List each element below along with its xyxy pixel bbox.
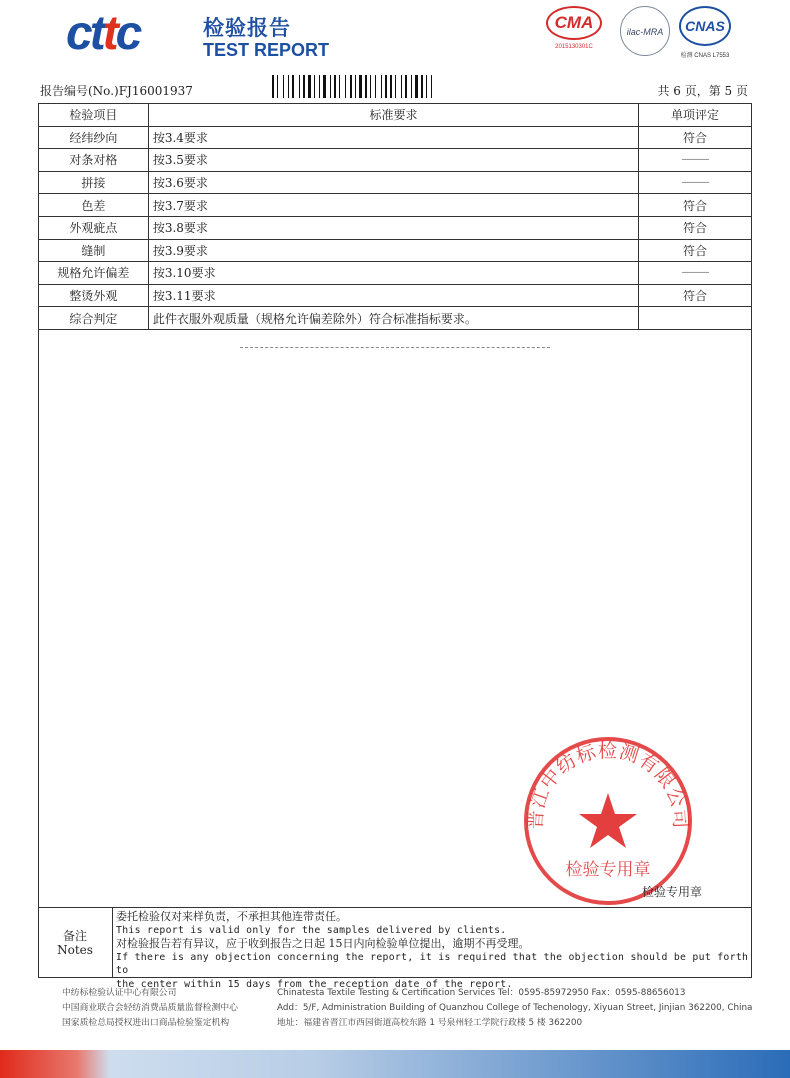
row-result: 符合: [639, 239, 752, 262]
table-row: [39, 262, 752, 285]
barcode-bar: [321, 75, 322, 98]
barcode-bar: [299, 75, 300, 98]
barcode: [272, 75, 444, 98]
barcode-bar: [395, 75, 396, 98]
notes-body: [116, 910, 752, 991]
seal-center-text: 检验专用章: [565, 860, 651, 880]
cma-logo: CMA: [546, 6, 602, 40]
barcode-bar: [431, 75, 432, 98]
row-item: 整烫外观: [39, 284, 149, 307]
barcode-bar: [433, 75, 434, 98]
notes-label-en: Notes: [57, 943, 93, 957]
barcode-bar: [365, 75, 367, 98]
row-standard: 按3.8要求: [148, 216, 638, 239]
table-row: [39, 284, 752, 307]
notes-label: [38, 908, 113, 978]
cnas-number: 检测 CNAS L7553: [680, 53, 730, 59]
barcode-bar: [383, 75, 384, 98]
note-line: If there is any objection concerning the report, it is required that the objection should be put forth to: [116, 951, 749, 976]
barcode-bar: [330, 75, 331, 98]
row-standard: 按3.10要求: [148, 262, 638, 285]
cttc-logo: [66, 7, 140, 60]
barcode-bar: [375, 75, 376, 98]
barcode-bar: [426, 75, 427, 98]
barcode-bar: [301, 75, 302, 98]
barcode-bar: [408, 75, 410, 98]
barcode-bar: [370, 75, 371, 98]
row-result: ———: [639, 171, 752, 194]
table-row: [39, 239, 752, 262]
barcode-bar: [312, 75, 313, 98]
row-standard: 按3.9要求: [148, 239, 638, 262]
barcode-bar: [350, 75, 352, 98]
barcode-bar: [401, 75, 402, 98]
notes-section: [38, 907, 752, 990]
barcode-bar: [292, 75, 294, 98]
barcode-bar: [334, 75, 336, 98]
row-item: 外观疵点: [39, 216, 149, 239]
row-item: 拼接: [39, 171, 149, 194]
barcode-bar: [390, 75, 392, 98]
barcode-bar: [339, 75, 340, 98]
row-standard: 按3.5要求: [148, 149, 638, 172]
logo-letters-2: t: [102, 7, 116, 60]
footer-line: Chinatesta Textile Testing & Certification Services Tel：0595-85972950 Fax：0595-88656013: [277, 988, 686, 998]
results-table: [38, 103, 752, 330]
barcode-bar: [419, 75, 420, 98]
cnas-mark: [674, 6, 736, 59]
table-row: [39, 149, 752, 172]
barcode-bar: [314, 75, 315, 98]
barcode-bar: [319, 75, 320, 98]
report-title-cn: 检验报告: [203, 16, 291, 40]
header-item: 检验项目: [39, 104, 149, 127]
notes-label-cn: 备注: [62, 929, 87, 943]
page-indicator: 共 6 页，第 5 页: [657, 84, 748, 98]
barcode-bar: [283, 75, 284, 98]
barcode-bar: [357, 75, 358, 98]
row-result: 符合: [639, 284, 752, 307]
barcode-bar: [347, 75, 349, 98]
barcode-bar: [372, 75, 374, 98]
note-line: 对检验报告若有异议，应于收到报告之日起 15日内向检验单位提出，逾期不再受理。: [116, 937, 530, 950]
footer-organizations: [62, 986, 238, 1031]
row-result: ———: [639, 262, 752, 285]
row-item: 规格允许偏差: [39, 262, 149, 285]
barcode-bar: [421, 75, 423, 98]
barcode-bar: [385, 75, 387, 98]
footer-line: 国家质检总局授权进出口商品检验鉴定机构: [62, 1018, 230, 1028]
ilac-logo: ilac-MRA: [620, 6, 670, 56]
barcode-bar: [295, 75, 298, 98]
barcode-bar: [308, 75, 311, 98]
row-standard: 按3.11要求: [148, 284, 638, 307]
row-result: ———: [639, 149, 752, 172]
barcode-bar: [345, 75, 346, 98]
footer-line: 中纺标检验认证中心有限公司: [62, 988, 177, 998]
barcode-bar: [428, 75, 430, 98]
report-number: 报告编号(No.)FJ16001937: [40, 84, 193, 98]
barcode-bar: [277, 75, 278, 98]
row-standard: 按3.6要求: [148, 171, 638, 194]
barcode-bar: [359, 75, 362, 98]
report-header: [0, 0, 790, 70]
official-seal: [522, 735, 694, 907]
row-result: 符合: [639, 194, 752, 217]
barcode-bar: [403, 75, 404, 98]
barcode-bar: [353, 75, 354, 98]
barcode-bar: [272, 75, 274, 98]
barcode-bar: [368, 75, 369, 98]
barcode-bar: [341, 75, 344, 98]
table-row: [39, 126, 752, 149]
barcode-bar: [377, 75, 380, 98]
table-row: [39, 216, 752, 239]
cnas-logo: CNAS: [679, 6, 731, 46]
seal-caption: 检验专用章: [642, 885, 703, 899]
barcode-bar: [393, 75, 394, 98]
footer-line: Add：5/F, Administration Building of Quanzhou College of Techenology, Xiyuan Street, Jinjian 362200, China: [277, 1003, 753, 1013]
barcode-bar: [303, 75, 305, 98]
note-line: the center within 15 days from the reception date of the report.: [116, 978, 513, 990]
barcode-bar: [316, 75, 318, 98]
header-standard: 标准要求: [148, 104, 638, 127]
barcode-bar: [413, 75, 414, 98]
row-standard: 按3.4要求: [148, 126, 638, 149]
seal-ring-text: 晋江中纺标检测有限公司: [524, 739, 692, 830]
end-of-content-divider: [240, 347, 550, 348]
header-result: 单项评定: [639, 104, 752, 127]
barcode-bar: [306, 75, 307, 98]
footer-color-bar: [0, 1050, 790, 1078]
table-row: [39, 194, 752, 217]
footer-red-accent: [0, 1050, 110, 1078]
row-item: 对条对格: [39, 149, 149, 172]
conclusion-text: 此件衣服外观质量（规格允许偏差除外）符合标准指标要求。: [148, 307, 638, 330]
conclusion-item: 综合判定: [39, 307, 149, 330]
conclusion-result: [639, 307, 752, 330]
row-item: 缝制: [39, 239, 149, 262]
report-title-en: TEST REPORT: [203, 40, 330, 60]
barcode-bar: [288, 75, 289, 98]
cma-number: 2015130301C: [555, 44, 593, 50]
barcode-bar: [397, 75, 400, 98]
barcode-bar: [405, 75, 407, 98]
barcode-bar: [327, 75, 329, 98]
barcode-bar: [381, 75, 382, 98]
row-item: 色差: [39, 194, 149, 217]
barcode-bar: [332, 75, 333, 98]
conclusion-row: [39, 307, 752, 330]
logo-letters-1: ct: [66, 7, 103, 60]
barcode-bar: [290, 75, 291, 98]
barcode-bar: [424, 75, 425, 98]
table-header-row: [39, 104, 752, 127]
row-item: 经纬纱向: [39, 126, 149, 149]
barcode-bar: [363, 75, 364, 98]
footer-line: 地址：福建省晋江市西园街道高校东路 1 号泉州轻工学院行政楼 5 楼 362200: [277, 1018, 583, 1028]
table-row: [39, 171, 752, 194]
footer-contact: [277, 986, 752, 1031]
ilac-mark: [618, 6, 672, 56]
barcode-bar: [388, 75, 389, 98]
star-icon: [579, 793, 637, 848]
barcode-bar: [415, 75, 418, 98]
cma-mark: [543, 6, 605, 50]
note-line: This report is valid only for the samples delivered by clients.: [116, 924, 507, 936]
logo-letters-3: c: [115, 7, 140, 60]
barcode-bar: [275, 75, 276, 98]
row-result: 符合: [639, 216, 752, 239]
footer-line: 中国商业联合会轻纺消费品质量监督检测中心: [62, 1003, 238, 1013]
barcode-bar: [323, 75, 326, 98]
barcode-bar: [411, 75, 412, 98]
row-standard: 按3.7要求: [148, 194, 638, 217]
note-line: 委托检验仅对来样负责，不承担其他连带责任。: [116, 910, 347, 923]
row-result: 符合: [639, 126, 752, 149]
barcode-bar: [279, 75, 282, 98]
barcode-bar: [285, 75, 287, 98]
barcode-bar: [355, 75, 356, 98]
barcode-bar: [337, 75, 338, 98]
